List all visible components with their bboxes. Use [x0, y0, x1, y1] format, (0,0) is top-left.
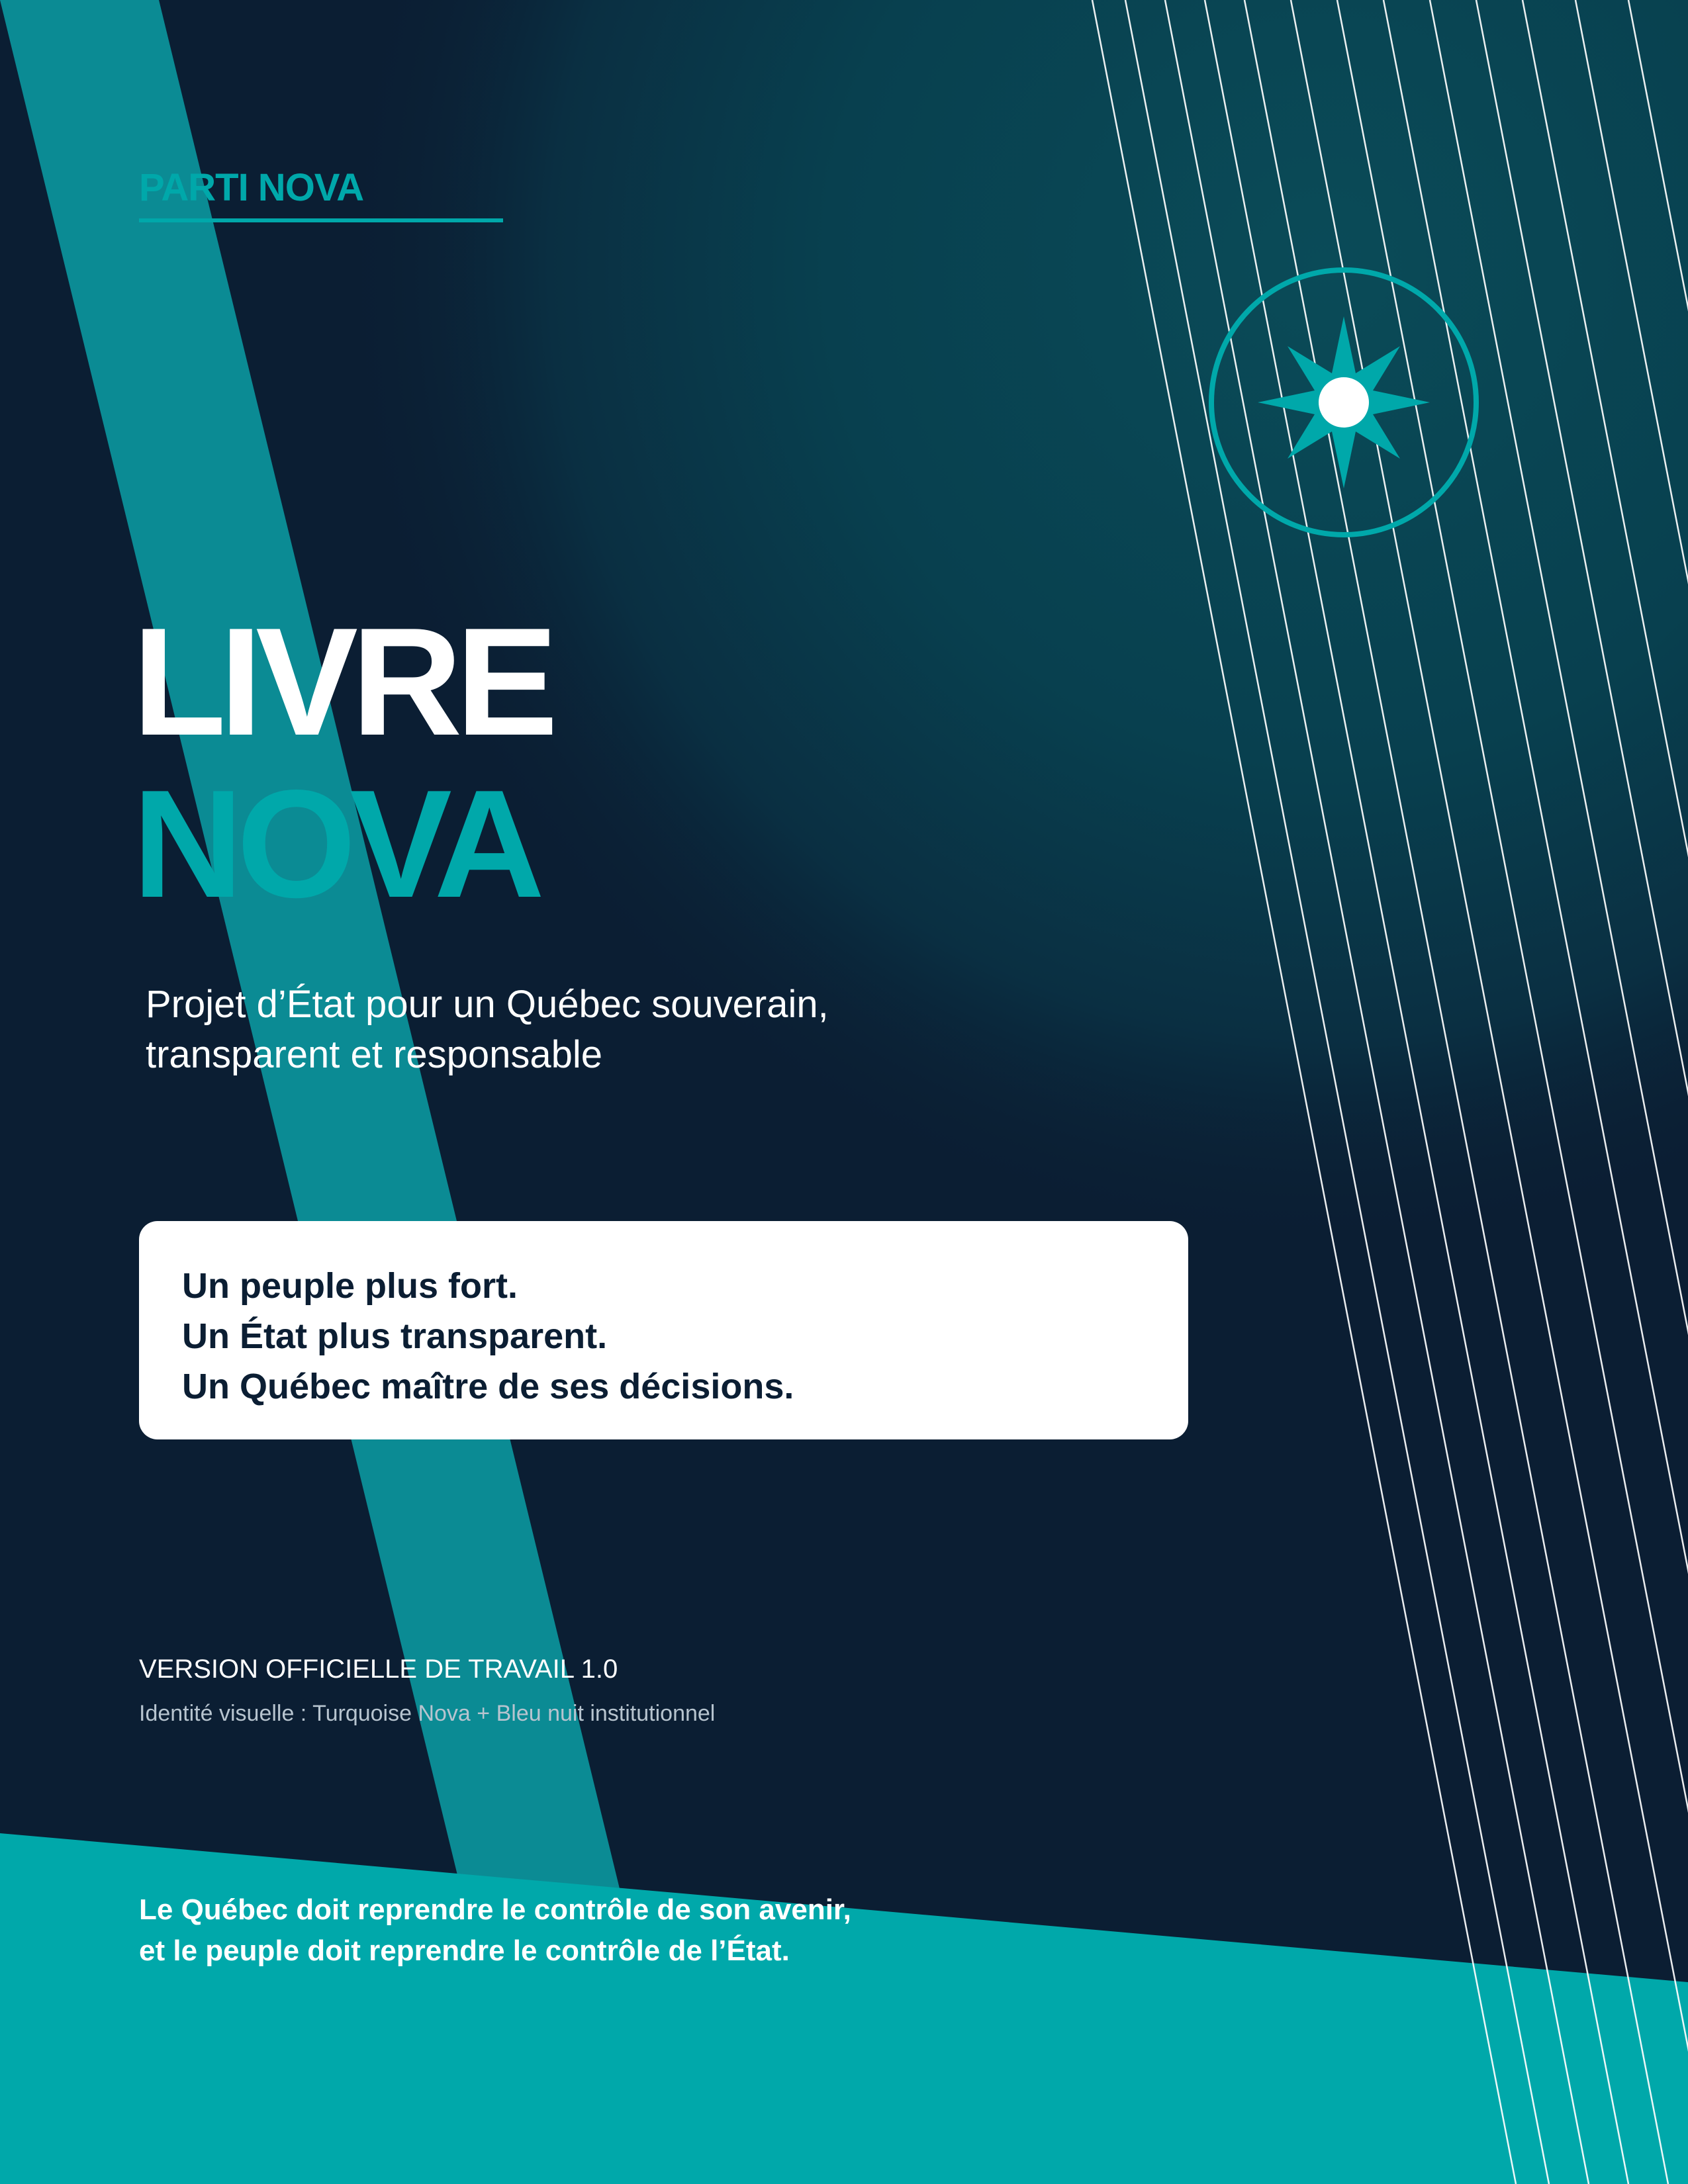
- version-label: VERSION OFFICIELLE DE TRAVAIL 1.0: [139, 1655, 618, 1684]
- subtitle-line: transparent et responsable: [146, 1033, 602, 1076]
- closing-line: et le peuple doit reprendre le contrôle de l’État.: [139, 1934, 790, 1967]
- slogan-line: Un État plus transparent.: [182, 1316, 608, 1356]
- subtitle-line: Projet d’État pour un Québec souverain,: [146, 983, 829, 1026]
- slogan-card: [139, 1221, 1188, 1439]
- slogan-line: Un Québec maître de ses décisions.: [182, 1367, 794, 1406]
- slogan-line: Un peuple plus fort.: [182, 1266, 518, 1306]
- subtitle: [146, 979, 829, 1080]
- title-livre: LIVRE: [132, 596, 552, 768]
- closing-statement: [139, 1889, 851, 1972]
- party-name: PARTI NOVA: [139, 166, 364, 209]
- brand-underline: [139, 218, 503, 222]
- visual-identity-note: Identité visuelle : Turquoise Nova + Bleu nuit institutionnel: [139, 1701, 716, 1726]
- closing-line: Le Québec doit reprendre le contrôle de son avenir,: [139, 1893, 851, 1926]
- title-nova: NOVA: [132, 758, 539, 930]
